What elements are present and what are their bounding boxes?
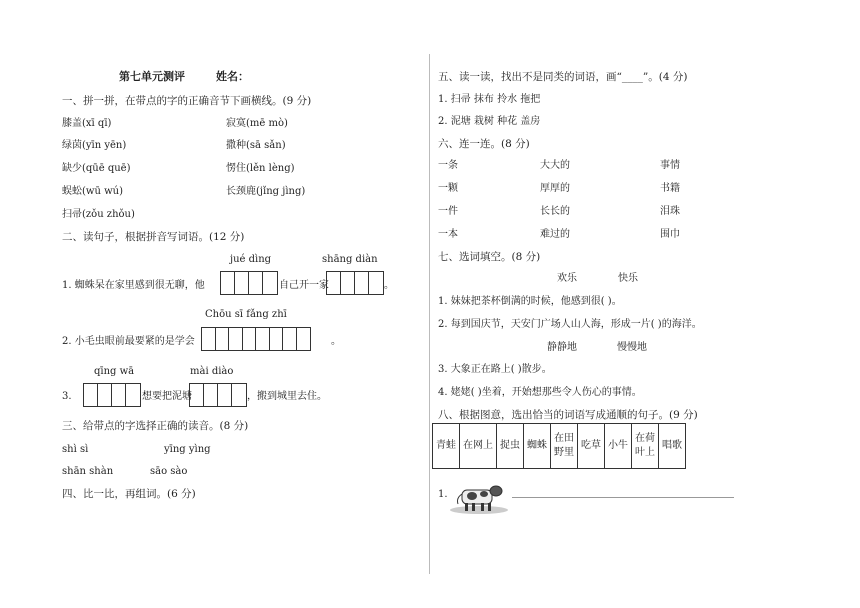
word-cell: 蜘蛛 bbox=[524, 424, 551, 469]
word-cell: 在荷 叶上 bbox=[632, 424, 659, 469]
s5-line: 1. 扫帚 抹布 拎水 拖把 bbox=[438, 94, 541, 105]
word-cell: 捉虫 bbox=[497, 424, 524, 469]
pinyin-label: shāng diàn bbox=[322, 254, 378, 265]
section1-heading: 一、拼一拼，在带点的字的正确音节下画横线。(9 分) bbox=[62, 95, 312, 107]
word-cell: 小牛 bbox=[605, 424, 632, 469]
section4-heading: 四、比一比，再组词。(6 分) bbox=[62, 488, 196, 500]
s7-sentence: 1. 妹妹把茶杯倒满的时候，他感到很( )。 bbox=[438, 296, 622, 307]
pinyin-option: yīng yìng bbox=[164, 444, 211, 455]
match-item: 书籍 bbox=[660, 183, 680, 194]
pinyin-option: shì sì bbox=[62, 444, 89, 455]
word-option: 快乐 bbox=[618, 273, 638, 284]
s1-item: 扫帚(zǒu zhǒu) bbox=[62, 209, 135, 220]
s2-q3-text: 3. bbox=[62, 391, 72, 402]
match-item: 一条 bbox=[438, 160, 458, 171]
s2-q1-text: 自己开一家 bbox=[279, 280, 329, 291]
word-cell: 在网上 bbox=[460, 424, 497, 469]
s2-q2-text: 。 bbox=[331, 336, 341, 347]
pinyin-label: jué dìng bbox=[230, 254, 272, 265]
s1-item: 绿茵(yīn yēn) bbox=[62, 140, 127, 151]
word-option: 欢乐 bbox=[557, 273, 577, 284]
page-title: 第七单元测评 bbox=[119, 70, 185, 83]
word-bank-table bbox=[432, 423, 686, 469]
match-item: 厚厚的 bbox=[540, 183, 570, 194]
s1-item: 长颈鹿(jǐng jìng) bbox=[226, 186, 306, 197]
s1-item: 膝盖(xī qī) bbox=[62, 118, 112, 129]
cow-picture bbox=[448, 478, 510, 516]
pinyin-option: shān shàn bbox=[62, 466, 114, 477]
word-cell: 在田 野里 bbox=[551, 424, 578, 469]
section5-heading: 五、读一读，找出不是同类的词语，画“____”。(4 分) bbox=[438, 71, 688, 83]
match-item: 大大的 bbox=[540, 160, 570, 171]
s2-q1-text: 1. 蜘蛛呆在家里感到很无聊，他 bbox=[62, 280, 205, 291]
pinyin-label: qīng wā bbox=[94, 366, 135, 377]
s1-item: 缺少(qūē quē) bbox=[62, 163, 131, 174]
s5-line: 2. 泥塘 栽树 种花 盖房 bbox=[438, 116, 541, 127]
section7-heading: 七、选词填空。(8 分) bbox=[438, 251, 541, 263]
match-item: 泪珠 bbox=[660, 206, 680, 217]
s2-q3-text: ，搬到城里去住。 bbox=[247, 391, 327, 402]
s7-sentence: 2. 每到国庆节，天安门广场人山人海，形成一片( )的海洋。 bbox=[438, 319, 702, 330]
section2-heading: 二、读句子，根据拼音写词语。(12 分) bbox=[62, 231, 245, 243]
answer-line[interactable] bbox=[512, 497, 734, 498]
section8-heading: 八、根据图意，选出恰当的词语写成通顺的句子。(9 分) bbox=[438, 409, 698, 421]
s1-item: 愣住(lěn lèng) bbox=[226, 163, 295, 174]
word-cell: 唱歌 bbox=[659, 424, 686, 469]
pinyin-label: mài diào bbox=[190, 366, 234, 377]
pinyin-label: Chōu sī fǎng zhī bbox=[205, 309, 287, 320]
s7-sentence: 3. 大象正在路上( )散步。 bbox=[438, 364, 552, 375]
pinyin-write-grid[interactable] bbox=[326, 271, 384, 295]
column-divider bbox=[429, 54, 430, 574]
s1-item: 蜈蚣(wū wú) bbox=[62, 186, 123, 197]
pinyin-write-grid[interactable] bbox=[220, 271, 278, 295]
word-option: 静静地 bbox=[547, 342, 577, 353]
match-item: 一件 bbox=[438, 206, 458, 217]
match-item: 事情 bbox=[660, 160, 680, 171]
match-item: 围巾 bbox=[660, 229, 680, 240]
word-cell: 吃草 bbox=[578, 424, 605, 469]
s7-sentence: 4. 姥姥( )坐着，开始想那些令人伤心的事情。 bbox=[438, 387, 642, 398]
pinyin-write-grid[interactable] bbox=[189, 383, 247, 407]
name-label: 姓名： bbox=[216, 70, 249, 83]
pinyin-option: sāo sào bbox=[150, 466, 188, 477]
word-option: 慢慢地 bbox=[617, 342, 647, 353]
s1-item: 撒种(sā sǎn) bbox=[226, 140, 286, 151]
pinyin-write-grid[interactable] bbox=[83, 383, 141, 407]
s2-q3-text: 想要把泥塘 bbox=[142, 391, 192, 402]
word-cell: 青蛙 bbox=[433, 424, 460, 469]
s8-q1-label: 1. bbox=[438, 489, 448, 500]
match-item: 难过的 bbox=[540, 229, 570, 240]
section3-heading: 三、给带点的字选择正确的读音。(8 分) bbox=[62, 420, 249, 432]
match-item: 一本 bbox=[438, 229, 458, 240]
match-item: 长长的 bbox=[540, 206, 570, 217]
s2-q2-text: 2. 小毛虫眼前最要紧的是学会 bbox=[62, 336, 195, 347]
match-item: 一颗 bbox=[438, 183, 458, 194]
s2-q1-text: 。 bbox=[384, 280, 394, 291]
section6-heading: 六、连一连。(8 分) bbox=[438, 138, 530, 150]
pinyin-write-grid[interactable] bbox=[201, 327, 311, 351]
s1-item: 寂寞(mē mò) bbox=[226, 118, 288, 129]
